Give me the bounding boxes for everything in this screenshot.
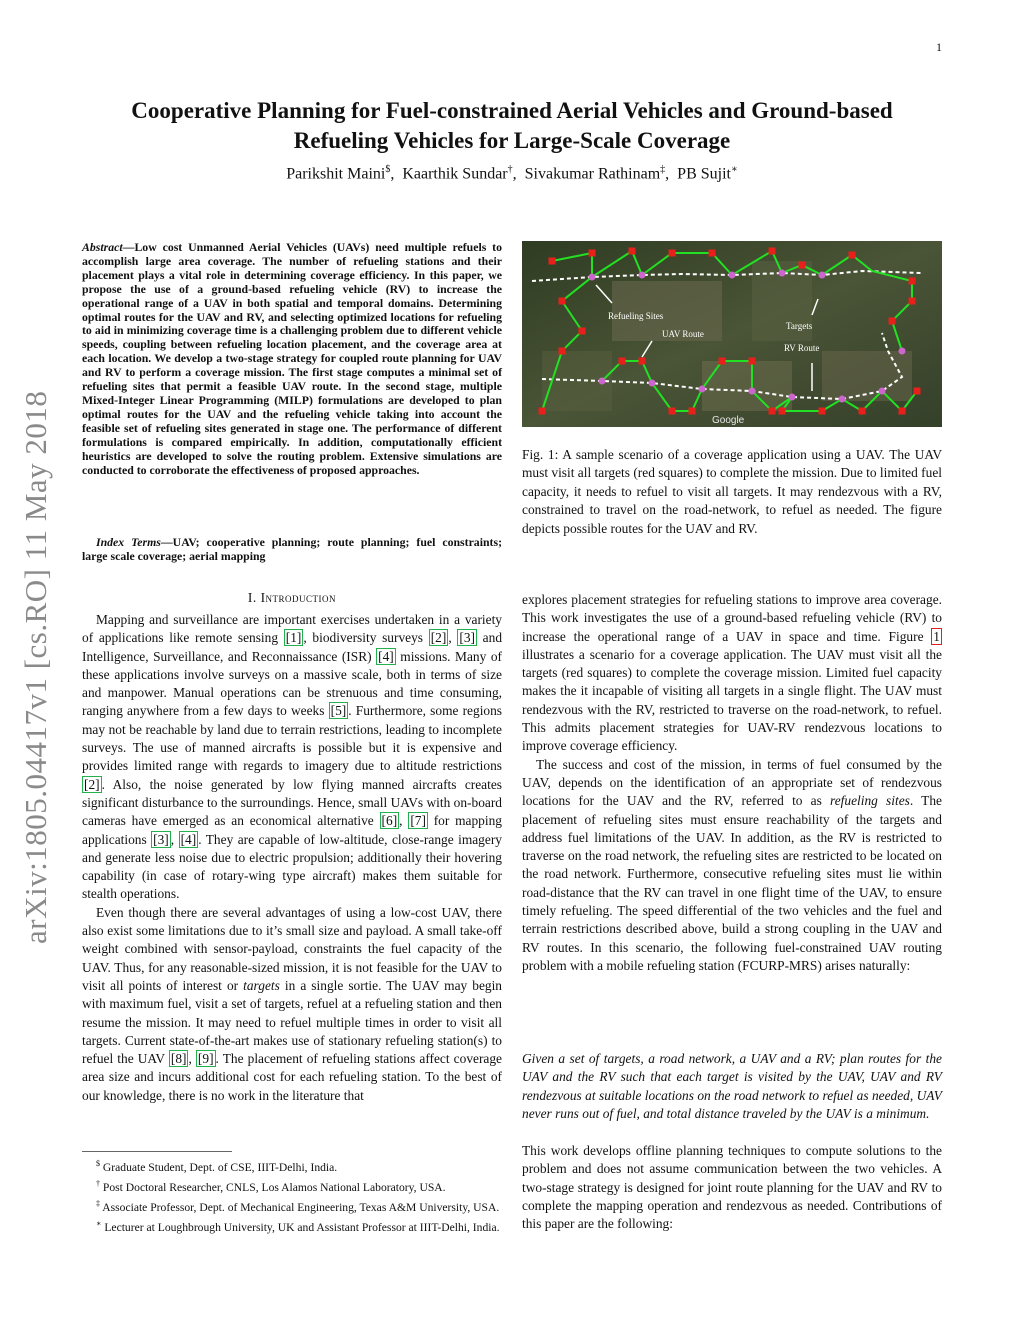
page-number: 1 [936, 40, 942, 54]
footnote-mark: $ [96, 1159, 100, 1168]
title-line-1: Cooperative Planning for Fuel-constrained Aerial Vehicles and Ground-based [131, 98, 893, 123]
refueling-site-marker [749, 388, 756, 395]
target-marker [719, 358, 726, 365]
target-marker [669, 408, 676, 415]
citation-link[interactable]: [3] [153, 831, 169, 847]
section-heading [82, 590, 502, 606]
target-marker [549, 258, 556, 265]
intro-paragraph-1: Mapping and surveillance are important exercises undertaken in a variety of applications like remote sensing [1] , biodiversity surveys [2] , [3] and Intelligence, Surveillance, and Reconnaissance (ISR) [4] missions. Many of these applications involve surveys on a massive scale, both in terms of size and manpower. Manual operations can be strenuous and time consuming, ranging anywhere from a few days to weeks [5] . Furthermore, some regions may not be reachable by land due to terrain restrictions, leading to incomplete surveys. The use of manned aircrafts is possible but it is expensive and provides limited range with regards to imagery due to altitude restrictions [2] . Also, the noise generated by low flying manned aircrafts creates significant disturbance to the surroundings. Hence, small UAVs with on-board cameras have emerged as an economical alternative [6] , [7] for mapping applications [3] , [4] . They are capable of low-altitude, close-range imagery and generate less noise due to electric propulsion; additionally their hovering capability (in case of rotary-wing type aircraft) makes them suitable for stealth operations. [82, 612, 503, 902]
emphasis: targets [243, 977, 280, 993]
paper-title [80, 96, 944, 156]
author-name: PB Sujit [677, 165, 731, 183]
target-marker [849, 252, 856, 259]
footnote-mark: ∗ [96, 1219, 102, 1229]
target-marker [889, 318, 896, 325]
intro-paragraph-2: Even though there are several advantages of using a low-cost UAV, there also exist some limitations due to it’s small size and payload. A small take-off weight combined with sensor-payload, constraints the fuel capacity of the UAV. Thus, for any reasonable-sized mission, it is not feasible for the UAV to visit all points of interest or targets in a single sortie. The UAV may begin with maximum fuel, visit a set of targets, refuel at a refueling station and then resume the mission. It may need to refuel multiple times in order to visit all targets. Current state-of-the-art makes use of stationary refueling station(s) to refuel the UAV [8] , [9] . The placement of refueling stations affect coverage area size and incurs additional cost for each refueling station. To the best of our knowledge, there is no work in the literature that [82, 904, 502, 1103]
footnote [82, 1217, 502, 1235]
author-name: Parikshit Maini [286, 165, 386, 183]
citation-link[interactable]: [7] [410, 813, 426, 829]
target-marker [859, 408, 866, 415]
title-line-2: Refueling Vehicles for Large-Scale Coverage [293, 128, 731, 153]
section-title: Introduction [260, 590, 337, 605]
citation-link[interactable]: [2] [430, 630, 447, 646]
right-paragraph-3: This work develops offline planning techniques to compute solutions to the problem and does not assume communication between the two vehicles. A two-stage strategy is designed for joint route planning for the UAV and RV to complete the mapping operation and rendezvous as needed. Contributions of this paper are the following: [522, 1143, 942, 1232]
coverage-map-svg [522, 241, 942, 427]
refueling-site-marker [839, 396, 846, 403]
index-terms-lead: Index Terms [96, 535, 161, 549]
target-marker [749, 358, 756, 365]
footnote-rule [82, 1151, 232, 1152]
target-marker [799, 262, 806, 269]
label-rv-route: RV Route [784, 343, 820, 353]
index-terms-body: —UAV; cooperative planning; route planning; fuel constraints; large scale coverage; aerial mapping [82, 535, 502, 563]
figure-1-map [522, 241, 942, 427]
abstract-lead: Abstract [82, 240, 123, 254]
citation-link[interactable]: [4] [180, 831, 197, 847]
target-marker [909, 298, 916, 305]
refueling-site-marker [779, 270, 786, 277]
author-affiliation-mark: † [507, 164, 513, 175]
target-marker [779, 408, 786, 415]
index-terms [82, 536, 502, 564]
target-marker [559, 348, 566, 355]
citation-link[interactable]: [2] [84, 776, 100, 792]
right-paragraph-2: The success and cost of the mission, in terms of fuel consumed by the UAV, depends on the identification of an appropriate set of rendezvous locations for the UAV and the RV, referred to as refueling sites. The placement of refueling sites must ensure reachability of the targets and address fuel limitations of the UAV. In addition, as the RV is restricted to traverse on the road network, the refueling sites are restricted to be located on the road network. Furthermore, consecutive refueling sites must lie within road-distance that the RV can travel in one flight time of the UAV, to ensure timely refueling. The speed differential of the two vehicles and the fuel and terrain restrictions described above, build a strong coupling in the UAV and RV routes. In this scenario, the following fuel-constrained UAV routing problem with a mobile refueling station (FCURP-MRS) arises naturally: [522, 756, 942, 973]
citation-link[interactable]: [3] [459, 630, 475, 646]
refueling-site-marker [819, 272, 826, 279]
footnote-mark: † [96, 1179, 100, 1189]
target-marker [914, 388, 921, 395]
abstract [82, 241, 502, 477]
refueling-site-marker [729, 272, 736, 279]
emphasis: refueling sites [830, 793, 910, 809]
citation-link[interactable]: [9] [197, 1051, 214, 1067]
figure-reference-link[interactable]: 1 [933, 628, 940, 644]
refueling-site-marker [899, 348, 906, 355]
intro-right-column [522, 591, 942, 975]
figure-caption: Fig. 1: A sample scenario of a coverage application using a UAV. The UAV must visit all targets (red squares) to complete the mission. Due to limited fuel capacity, it needs to refuel to visit all targets. It may rendezvous with a RV, constrained to travel on the road-network, to refuel as needed. The figure depicts possible routes for the UAV and RV. [522, 447, 942, 536]
footnote-text: Post Doctoral Researcher, CNLS, Los Alamos National Laboratory, USA. [100, 1180, 446, 1194]
target-marker [769, 408, 776, 415]
footnote-text: Graduate Student, Dept. of CSE, IIIT-Delhi, India. [100, 1160, 338, 1174]
citation-link[interactable]: [8] [170, 1051, 187, 1067]
target-marker [629, 248, 636, 255]
target-marker [909, 278, 916, 285]
citation-link[interactable]: [4] [378, 648, 394, 664]
footnote [82, 1177, 502, 1195]
author-list: Parikshit Maini$, Kaarthik Sundar†, Sivakumar Rathinam‡, PB Sujit∗ [286, 164, 738, 183]
right-paragraph-1: explores placement strategies for refueling stations to improve area coverage. This work investigates the use of a ground-based refueling vehicle (RV) to increase the operational range of a UAV in space and time. Figure 1 illustrates a scenario for a coverage application. The UAV must visit all the targets (red squares) to complete the coverage mission. Limited fuel capacity makes the it incapable of visiting all targets in a single flight. The UAV must rendezvous with the RV, restricted to traverse on the road-network, to refuel. This admits placement strategies for UAV-RV rendezvous locations to improve coverage efficiency. [522, 592, 942, 754]
problem-statement: Given a set of targets, a road network, a UAV and a RV; plan routes for the UAV and the RV such that each target is visited by the UAV, UAV and RV rendezvous at suitable locations on the road network to refuel as needed, UAV never runs out of fuel, and total distance traveled by the UAV is a minimum. [522, 1051, 942, 1121]
footnotes [82, 1157, 502, 1237]
target-marker [579, 328, 586, 335]
target-marker [709, 250, 716, 257]
target-marker [619, 358, 626, 365]
refueling-site-marker [649, 380, 656, 387]
footnote [82, 1197, 502, 1215]
target-marker [899, 408, 906, 415]
abstract-body: —Low cost Unmanned Aerial Vehicles (UAVs) need multiple refuels to accomplish large area coverage. The number of refueling stations and their placement plays a vital role in determining coverage efficiency. In this paper, we propose the use of a ground-based refueling vehicle (RV) to increase the operational range of a UAV in both spatial and temporal domains. Determining optimal routes for the UAV and RV, and selecting optimized locations for refueling to aid in minimizing coverage time is a challenging problem due to different vehicle speeds, coupling between refueling location placement, and the coverage area at each location. We develop a two-stage strategy for coupled route planning for UAV and RV to perform a coverage mission. The first stage computes a minimal set of refueling sites that permit a feasible UAV route. In the second stage, multiple Mixed-Integer Linear Programming (MILP) formulations are developed to plan optimal routes for the UAV and the refueling vehicle taking into account the feasible set of refueling sites generated in stage one. The performance of different formulations is compared empirically. In addition, computationally efficient heuristics are developed to solve the routing problem. Extensive simulations are conducted to corroborate the effectiveness of proposed approaches. [82, 240, 502, 477]
intro-left-column [82, 611, 502, 1105]
footnote-text: Associate Professor, Dept. of Mechanical Engineering, Texas A&M University, USA. [100, 1200, 500, 1214]
refueling-site-marker [599, 378, 606, 385]
target-marker [819, 408, 826, 415]
label-refueling-sites: Refueling Sites [608, 311, 664, 321]
target-marker [539, 408, 546, 415]
section-number: I. [247, 590, 257, 605]
citation-link[interactable]: [6] [381, 813, 398, 829]
target-marker [769, 248, 776, 255]
arxiv-identifier: arXiv:1805.04417v1 [cs.RO] 11 May 2018 [18, 390, 53, 944]
refueling-site-marker [639, 272, 646, 279]
author-affiliation-mark: ‡ [660, 164, 666, 175]
field-patch [822, 351, 912, 401]
author-affiliation-mark: ∗ [730, 164, 738, 175]
refueling-site-marker [789, 394, 796, 401]
google-watermark: Google [712, 415, 745, 426]
author-name: Sivakumar Rathinam [524, 165, 661, 183]
footnote-mark: ‡ [96, 1199, 100, 1209]
label-targets: Targets [786, 321, 813, 331]
author-name: Kaarthik Sundar [402, 165, 508, 183]
footnote [82, 1157, 502, 1175]
refueling-site-marker [879, 388, 886, 395]
author-affiliation-mark: $ [385, 164, 391, 175]
target-marker [589, 250, 596, 257]
footnote-text: Lecturer at Loughbrough University, UK and Assistant Professor at IIIT-Delhi, India. [101, 1221, 500, 1235]
citation-link[interactable]: [1] [285, 630, 302, 646]
target-marker [639, 358, 646, 365]
target-marker [669, 250, 676, 257]
refueling-site-marker [589, 274, 596, 281]
citation-link[interactable]: [5] [330, 703, 347, 719]
target-marker [689, 408, 696, 415]
label-uav-route: UAV Route [662, 329, 704, 339]
target-marker [559, 298, 566, 305]
refueling-site-marker [699, 386, 706, 393]
